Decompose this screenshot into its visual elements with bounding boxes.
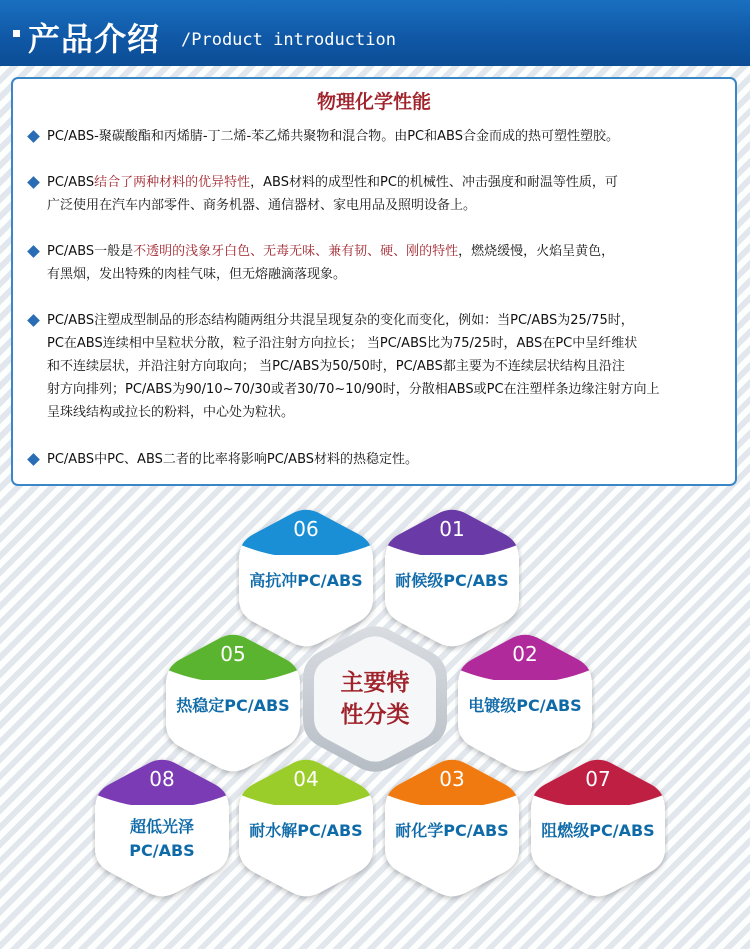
hex-number: 03 [439, 767, 465, 791]
hex-number: 07 [585, 767, 611, 791]
hex-label-line: 热稳定PC/ABS [176, 696, 290, 715]
center-title-line: 主要特 [340, 670, 410, 696]
hex-label [382, 569, 522, 593]
hex-number: 08 [149, 767, 175, 791]
highlight-text: 结合了两种材料的优异特性 [94, 175, 251, 190]
highlight-text: 不透明的浅象牙白色、无毒无味、兼有韧、硬、刚的特性 [133, 244, 459, 259]
body-text: 和不连续层状，并沿注射方向取向； 当PC/ABS为50/50时，PC/ABS都主要为不连续层状结构且沿注 [47, 359, 625, 374]
body-text: PC/ABS中PC、ABS二者的比率将影响PC/ABS材料的热稳定性。 [47, 452, 419, 467]
hex-label [382, 819, 522, 843]
property-line [47, 240, 721, 263]
hex-label [163, 694, 303, 718]
body-text: 射方向排列；PC/ABS为90/10~70/30或者30/70~10/90时，分散相ABS或PC在注塑样条边缘注射方向上 [47, 382, 660, 397]
center-hex [300, 619, 450, 779]
header-title: 产品介绍 [28, 20, 161, 58]
body-text: 呈珠线结构或拉长的粉料，中心处为粒状。 [47, 405, 295, 420]
property-item [29, 171, 721, 217]
hex-number: 06 [293, 517, 319, 541]
center-title-line: 性分类 [340, 702, 410, 728]
feature-hex-07 [528, 753, 668, 903]
property-line [47, 263, 721, 286]
hex-number: 01 [439, 517, 465, 541]
property-line [47, 332, 721, 355]
hex-label [236, 569, 376, 593]
body-text: ，燃烧缓慢，火焰呈黄色， [458, 244, 615, 259]
hex-label [92, 815, 232, 863]
feature-hex-08 [92, 753, 232, 903]
property-item [29, 240, 721, 286]
property-item [29, 309, 721, 424]
hex-label-line: 耐候级PC/ABS [395, 571, 509, 590]
property-line [47, 194, 721, 217]
property-line [47, 378, 721, 401]
body-text: PC在ABS连续相中呈粒状分散，粒子沿注射方向拉长； 当PC/ABS比为75/25时，ABS在PC中呈纤维状 [47, 336, 638, 351]
property-line [47, 125, 721, 148]
property-item [29, 448, 721, 471]
body-text: PC/ABS一般是 [47, 244, 134, 259]
properties-panel [11, 77, 737, 486]
property-line [47, 171, 721, 194]
property-line [47, 401, 721, 424]
header-bar [0, 0, 750, 66]
hex-label [236, 819, 376, 843]
body-text: PC/ABS [47, 175, 95, 190]
header-bullet-icon [13, 30, 20, 37]
body-text: PC/ABS注塑成型制品的形态结构随两组分共混呈现复杂的变化而变化，例如：当PC/ABS为25/75时， [47, 313, 634, 328]
hex-label [455, 694, 595, 718]
property-line [47, 309, 721, 332]
property-item [29, 125, 721, 148]
body-text: PC/ABS-聚碳酸酯和丙烯腈-丁二烯-苯乙烯共聚物和混合物。由PC和ABS合金而成的热可塑性塑胶。 [47, 129, 619, 144]
center-title [300, 667, 450, 731]
hex-number: 02 [512, 642, 538, 666]
body-text: 有黑烟，发出特殊的肉桂气味，但无熔融滴落现象。 [47, 267, 347, 282]
hex-label [528, 819, 668, 843]
hex-label-line: PC/ABS [129, 841, 195, 860]
property-line [47, 355, 721, 378]
panel-title: 物理化学性能 [316, 91, 431, 113]
hex-label-line: 高抗冲PC/ABS [249, 571, 363, 590]
property-line [47, 448, 721, 471]
body-text: 广泛使用在汽车内部零件、商务机器、通信器材、家电用品及照明设备上。 [47, 198, 477, 213]
hex-number: 04 [293, 767, 319, 791]
body-text: ，ABS材料的成型性和PC的机械性、冲击强度和耐温等性质，可 [250, 175, 618, 190]
header-subtitle: /Product introduction [181, 30, 396, 50]
hex-label-line: 耐水解PC/ABS [249, 821, 363, 840]
hex-number: 05 [220, 642, 246, 666]
hex-label-line: 阻燃级PC/ABS [541, 821, 655, 840]
hex-label-line: 电镀级PC/ABS [468, 696, 582, 715]
hex-label-line: 耐化学PC/ABS [395, 821, 509, 840]
hex-label-line: 超低光泽 [129, 817, 194, 836]
